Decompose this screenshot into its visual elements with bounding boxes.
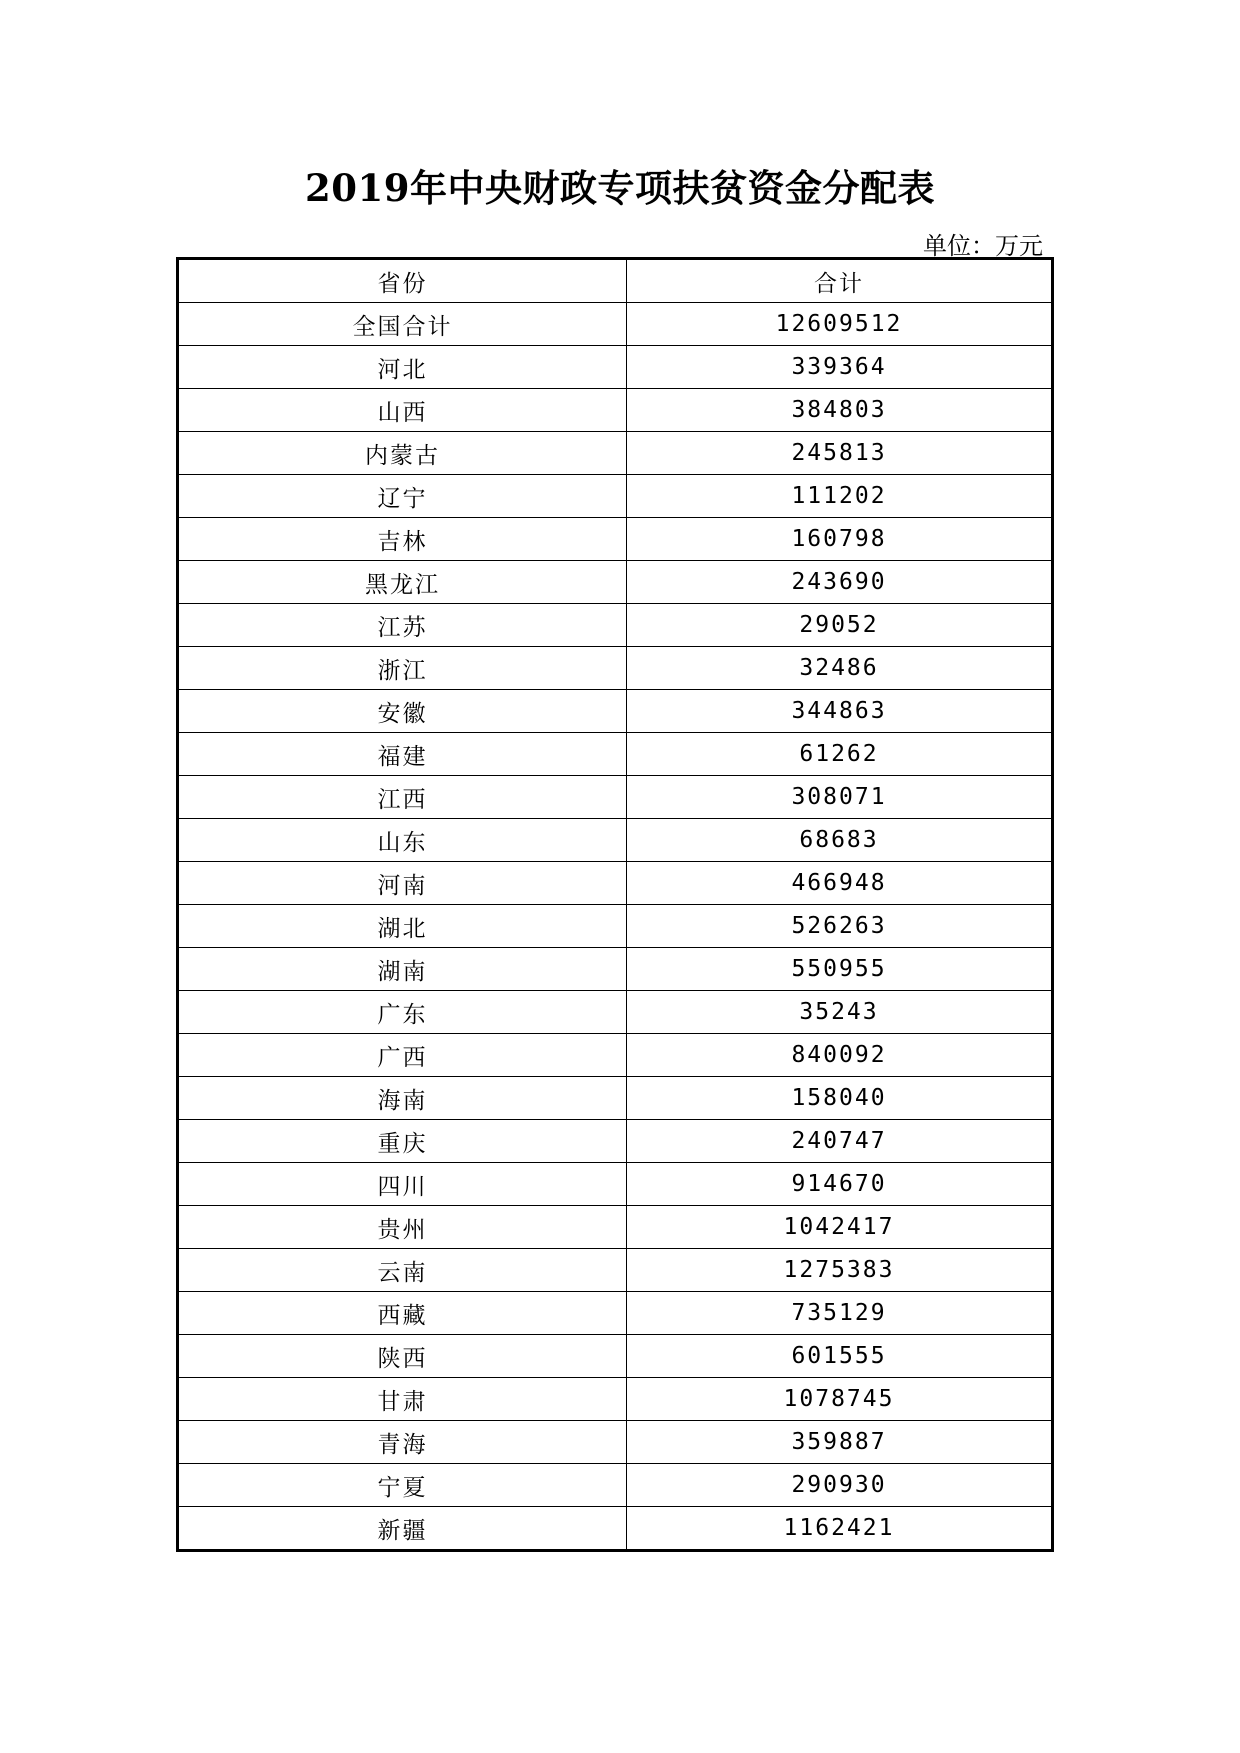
table-row <box>178 346 1053 389</box>
amount-cell: 526263 <box>627 905 1053 948</box>
amount-cell: 160798 <box>627 518 1053 561</box>
allocation-table <box>176 257 1054 1552</box>
amount-cell: 12609512 <box>627 303 1053 346</box>
amount-cell: 735129 <box>627 1292 1053 1335</box>
province-cell: 全国合计 <box>178 303 627 346</box>
table-row <box>178 518 1053 561</box>
amount-cell: 466948 <box>627 862 1053 905</box>
province-cell: 山西 <box>178 389 627 432</box>
amount-cell: 1162421 <box>627 1507 1053 1551</box>
province-cell: 宁夏 <box>178 1464 627 1507</box>
table-row <box>178 991 1053 1034</box>
table-row <box>178 475 1053 518</box>
page-title: 2019年中央财政专项扶贫资金分配表 <box>305 166 935 210</box>
amount-cell: 1275383 <box>627 1249 1053 1292</box>
table-row <box>178 1464 1053 1507</box>
province-cell: 云南 <box>178 1249 627 1292</box>
province-cell: 黑龙江 <box>178 561 627 604</box>
table-row <box>178 1206 1053 1249</box>
province-cell: 河北 <box>178 346 627 389</box>
amount-cell: 550955 <box>627 948 1053 991</box>
amount-cell: 158040 <box>627 1077 1053 1120</box>
header-province: 省份 <box>178 259 627 303</box>
province-cell: 重庆 <box>178 1120 627 1163</box>
table-body <box>178 303 1053 1551</box>
table-row <box>178 733 1053 776</box>
province-cell: 四川 <box>178 1163 627 1206</box>
province-cell: 青海 <box>178 1421 627 1464</box>
province-cell: 湖北 <box>178 905 627 948</box>
province-cell: 湖南 <box>178 948 627 991</box>
amount-cell: 68683 <box>627 819 1053 862</box>
province-cell: 江西 <box>178 776 627 819</box>
amount-cell: 840092 <box>627 1034 1053 1077</box>
table-row <box>178 905 1053 948</box>
province-cell: 江苏 <box>178 604 627 647</box>
amount-cell: 1042417 <box>627 1206 1053 1249</box>
unit-label: 单位：万元 <box>923 232 1043 260</box>
table-header-row <box>178 259 1053 303</box>
table-row <box>178 432 1053 475</box>
table-row <box>178 1120 1053 1163</box>
amount-cell: 32486 <box>627 647 1053 690</box>
table-row <box>178 776 1053 819</box>
amount-cell: 384803 <box>627 389 1053 432</box>
province-cell: 陕西 <box>178 1335 627 1378</box>
amount-cell: 1078745 <box>627 1378 1053 1421</box>
amount-cell: 308071 <box>627 776 1053 819</box>
province-cell: 海南 <box>178 1077 627 1120</box>
province-cell: 贵州 <box>178 1206 627 1249</box>
amount-cell: 240747 <box>627 1120 1053 1163</box>
amount-cell: 601555 <box>627 1335 1053 1378</box>
province-cell: 西藏 <box>178 1292 627 1335</box>
table-row <box>178 1378 1053 1421</box>
province-cell: 新疆 <box>178 1507 627 1551</box>
amount-cell: 35243 <box>627 991 1053 1034</box>
table-row <box>178 819 1053 862</box>
amount-cell: 339364 <box>627 346 1053 389</box>
table-row <box>178 1249 1053 1292</box>
header-total: 合计 <box>627 259 1053 303</box>
table-row <box>178 1077 1053 1120</box>
table-row <box>178 647 1053 690</box>
table-row <box>178 303 1053 346</box>
amount-cell: 243690 <box>627 561 1053 604</box>
province-cell: 广东 <box>178 991 627 1034</box>
table-row <box>178 561 1053 604</box>
amount-cell: 344863 <box>627 690 1053 733</box>
table-row <box>178 1335 1053 1378</box>
table-row <box>178 690 1053 733</box>
table-row <box>178 389 1053 432</box>
province-cell: 内蒙古 <box>178 432 627 475</box>
amount-cell: 290930 <box>627 1464 1053 1507</box>
province-cell: 甘肃 <box>178 1378 627 1421</box>
province-cell: 福建 <box>178 733 627 776</box>
table-row <box>178 1292 1053 1335</box>
table-row <box>178 1421 1053 1464</box>
table-row <box>178 1034 1053 1077</box>
amount-cell: 29052 <box>627 604 1053 647</box>
province-cell: 山东 <box>178 819 627 862</box>
amount-cell: 245813 <box>627 432 1053 475</box>
amount-cell: 914670 <box>627 1163 1053 1206</box>
amount-cell: 61262 <box>627 733 1053 776</box>
table-row <box>178 1163 1053 1206</box>
province-cell: 河南 <box>178 862 627 905</box>
amount-cell: 111202 <box>627 475 1053 518</box>
table-row <box>178 604 1053 647</box>
table-row <box>178 948 1053 991</box>
province-cell: 广西 <box>178 1034 627 1077</box>
province-cell: 浙江 <box>178 647 627 690</box>
province-cell: 安徽 <box>178 690 627 733</box>
province-cell: 辽宁 <box>178 475 627 518</box>
table-row <box>178 862 1053 905</box>
amount-cell: 359887 <box>627 1421 1053 1464</box>
table-row <box>178 1507 1053 1551</box>
province-cell: 吉林 <box>178 518 627 561</box>
